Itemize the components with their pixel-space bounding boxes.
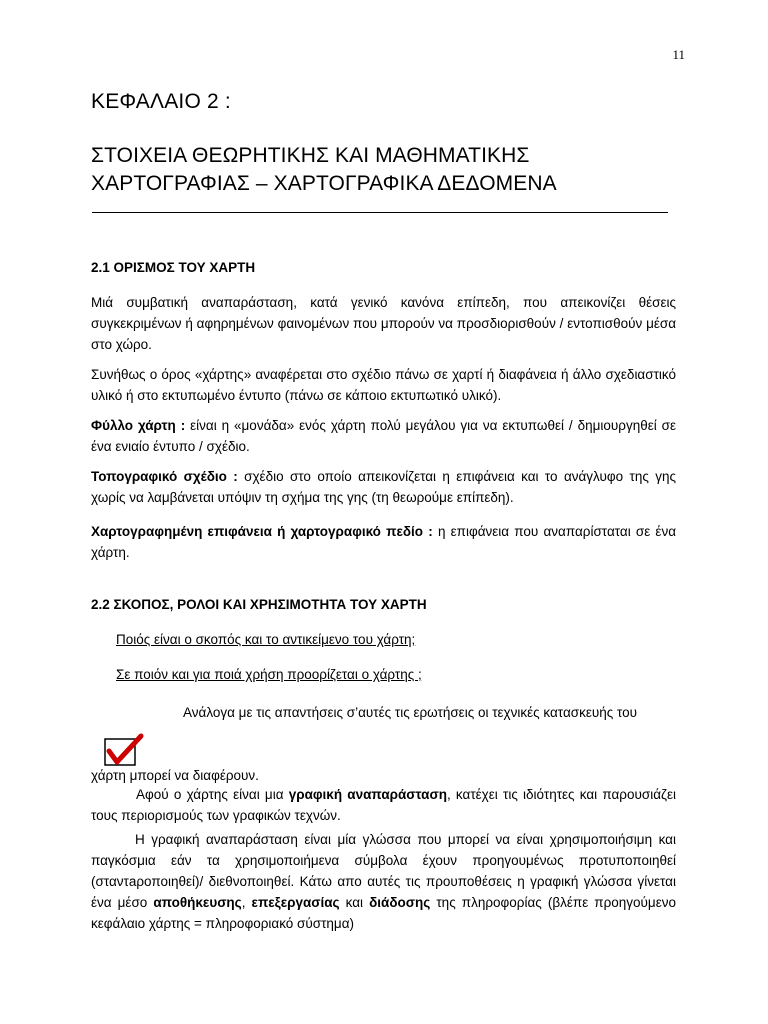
topographic-paragraph (91, 466, 676, 508)
graphic-rep-pre: Αφού ο χάρτης είναι μια (136, 787, 289, 802)
usage-paragraph: Συνήθως ο όρος «χάρτης» αναφέρεται στο σχέδιο πάνω σε χαρτί ή διαφάνεια ή άλλο σχεδιαστικό υλικό ή στο εκτυπωμένο έντυπο (πάνω σε κάποιο εκτυπωτικό υλικό). (91, 367, 676, 403)
question-audience: Σε ποιόν και για ποιά χρήση προορίζεται ο χάρτης ; (116, 667, 422, 682)
storage-term: αποθήκευσης (153, 895, 242, 910)
topographic-text: σχέδιο στο οποίο απεικονίζεται η επιφάνεια και το ανάγλυφο της γης χωρίς να λαμβάνεται υπόψιν τη σχήμα της γης (τη θεωρούμε επίπεδη). (91, 469, 676, 505)
differ-line: χάρτη μπορεί να διαφέρουν. (91, 768, 259, 783)
processing-term: επεξεργασίας (251, 895, 340, 910)
chapter-heading: ΚΕΦΑΛΑΙΟ 2 : (91, 90, 231, 113)
mapped-surface-paragraph (91, 521, 676, 563)
graphic-lang-post: της πληροφορίας (βλέπε προηγούμενο κεφάλαιο χάρτης = πληροφοριακό σύστημα) (91, 895, 676, 931)
graphic-rep-term: γραφική αναπαράσταση (288, 787, 447, 802)
dissemination-term: διάδοσης (369, 895, 431, 910)
section-2-2-heading: 2.2 ΣΚΟΠΟΣ, ΡΟΛΟΙ ΚΑΙ ΧΡΗΣΙΜΟΤΗΤΑ ΤΟΥ ΧΑΡΤΗ (91, 597, 427, 612)
section-2-1-heading: 2.1 ΟΡΙΣΜΟΣ ΤΟΥ ΧΑΡΤΗ (91, 260, 256, 275)
map-sheet-term: Φύλλο χάρτη : (91, 418, 186, 433)
chapter-title: ΣΤΟΙΧΕΙΑ ΘΕΩΡΗΤΙΚΗΣ ΚΑΙ ΜΑΘΗΜΑΤΙΚΗΣ ΧΑΡΤΟΓΡΑΦΙΑΣ – ΧΑΡΤΟΓΡΑΦΙΚΑ ΔΕΔΟΜΕΝΑ (91, 144, 557, 195)
graphic-representation-paragraph (91, 784, 676, 826)
map-sheet-paragraph (91, 415, 676, 457)
mapped-surface-text: η επιφάνεια που αναπαρίσταται σε ένα χάρτη. (91, 524, 677, 560)
graphic-lang-pre: Η γραφική αναπαράσταση είναι μία γλώσσα που μπορεί να είναι χρησιμοποιήσιμη και παγκόσμια εάν τα χρησιμοποιήμενα σύμβολα έχουν προηγουμένως προτυποποιηθεί (σταντaροποιηθεί)/ διεθνοποιηθεί. Κάτω απο αυτές τις προυποθέσεις η γραφική γλώσσα γίνεται ένα μέσο (91, 832, 676, 910)
definition-paragraph: Μιά συμβατική αναπαράσταση, κατά γενικό κανόνα επίπεδη, που απεικονίζει θέσεις συγκεκριμένων ή αφηρημένων φαινομένων που μπορούν να προσδιορισθούν / εντοπισθούν μέσα στο χώρο. (91, 295, 676, 352)
map-sheet-text: είναι η «μονάδα» ενός χάρτη πολύ μεγάλου για να εκτυπωθεί / δημιουργηθεί σε ένα ενιαίο έντυπο / σχέδιο. (91, 418, 676, 454)
page-number: 11 (672, 47, 685, 62)
sep-2: και (339, 895, 370, 910)
mapped-surface-term: Χαρτογραφημένη επιφάνεια ή χαρτογραφικό πεδίο : (91, 524, 433, 539)
title-divider (92, 212, 668, 213)
topographic-term: Τοπογραφικό σχέδιο : (91, 469, 238, 484)
question-purpose: Ποιός είναι ο σκοπός και το αντικείμενο του χάρτη; (116, 632, 416, 647)
sep-1: , (241, 895, 252, 910)
answers-line: Ανάλογα με τις απαντήσεις σ’αυτές τις ερωτήσεις οι τεχνικές κατασκευής του (183, 705, 638, 720)
graphic-language-paragraph (91, 829, 676, 934)
graphic-rep-post: , κατέχει τις ιδιότητες και παρουσιάζει τους περιορισμούς των γραφικών τεχνών. (91, 787, 676, 823)
checkmark-icon (104, 733, 144, 767)
